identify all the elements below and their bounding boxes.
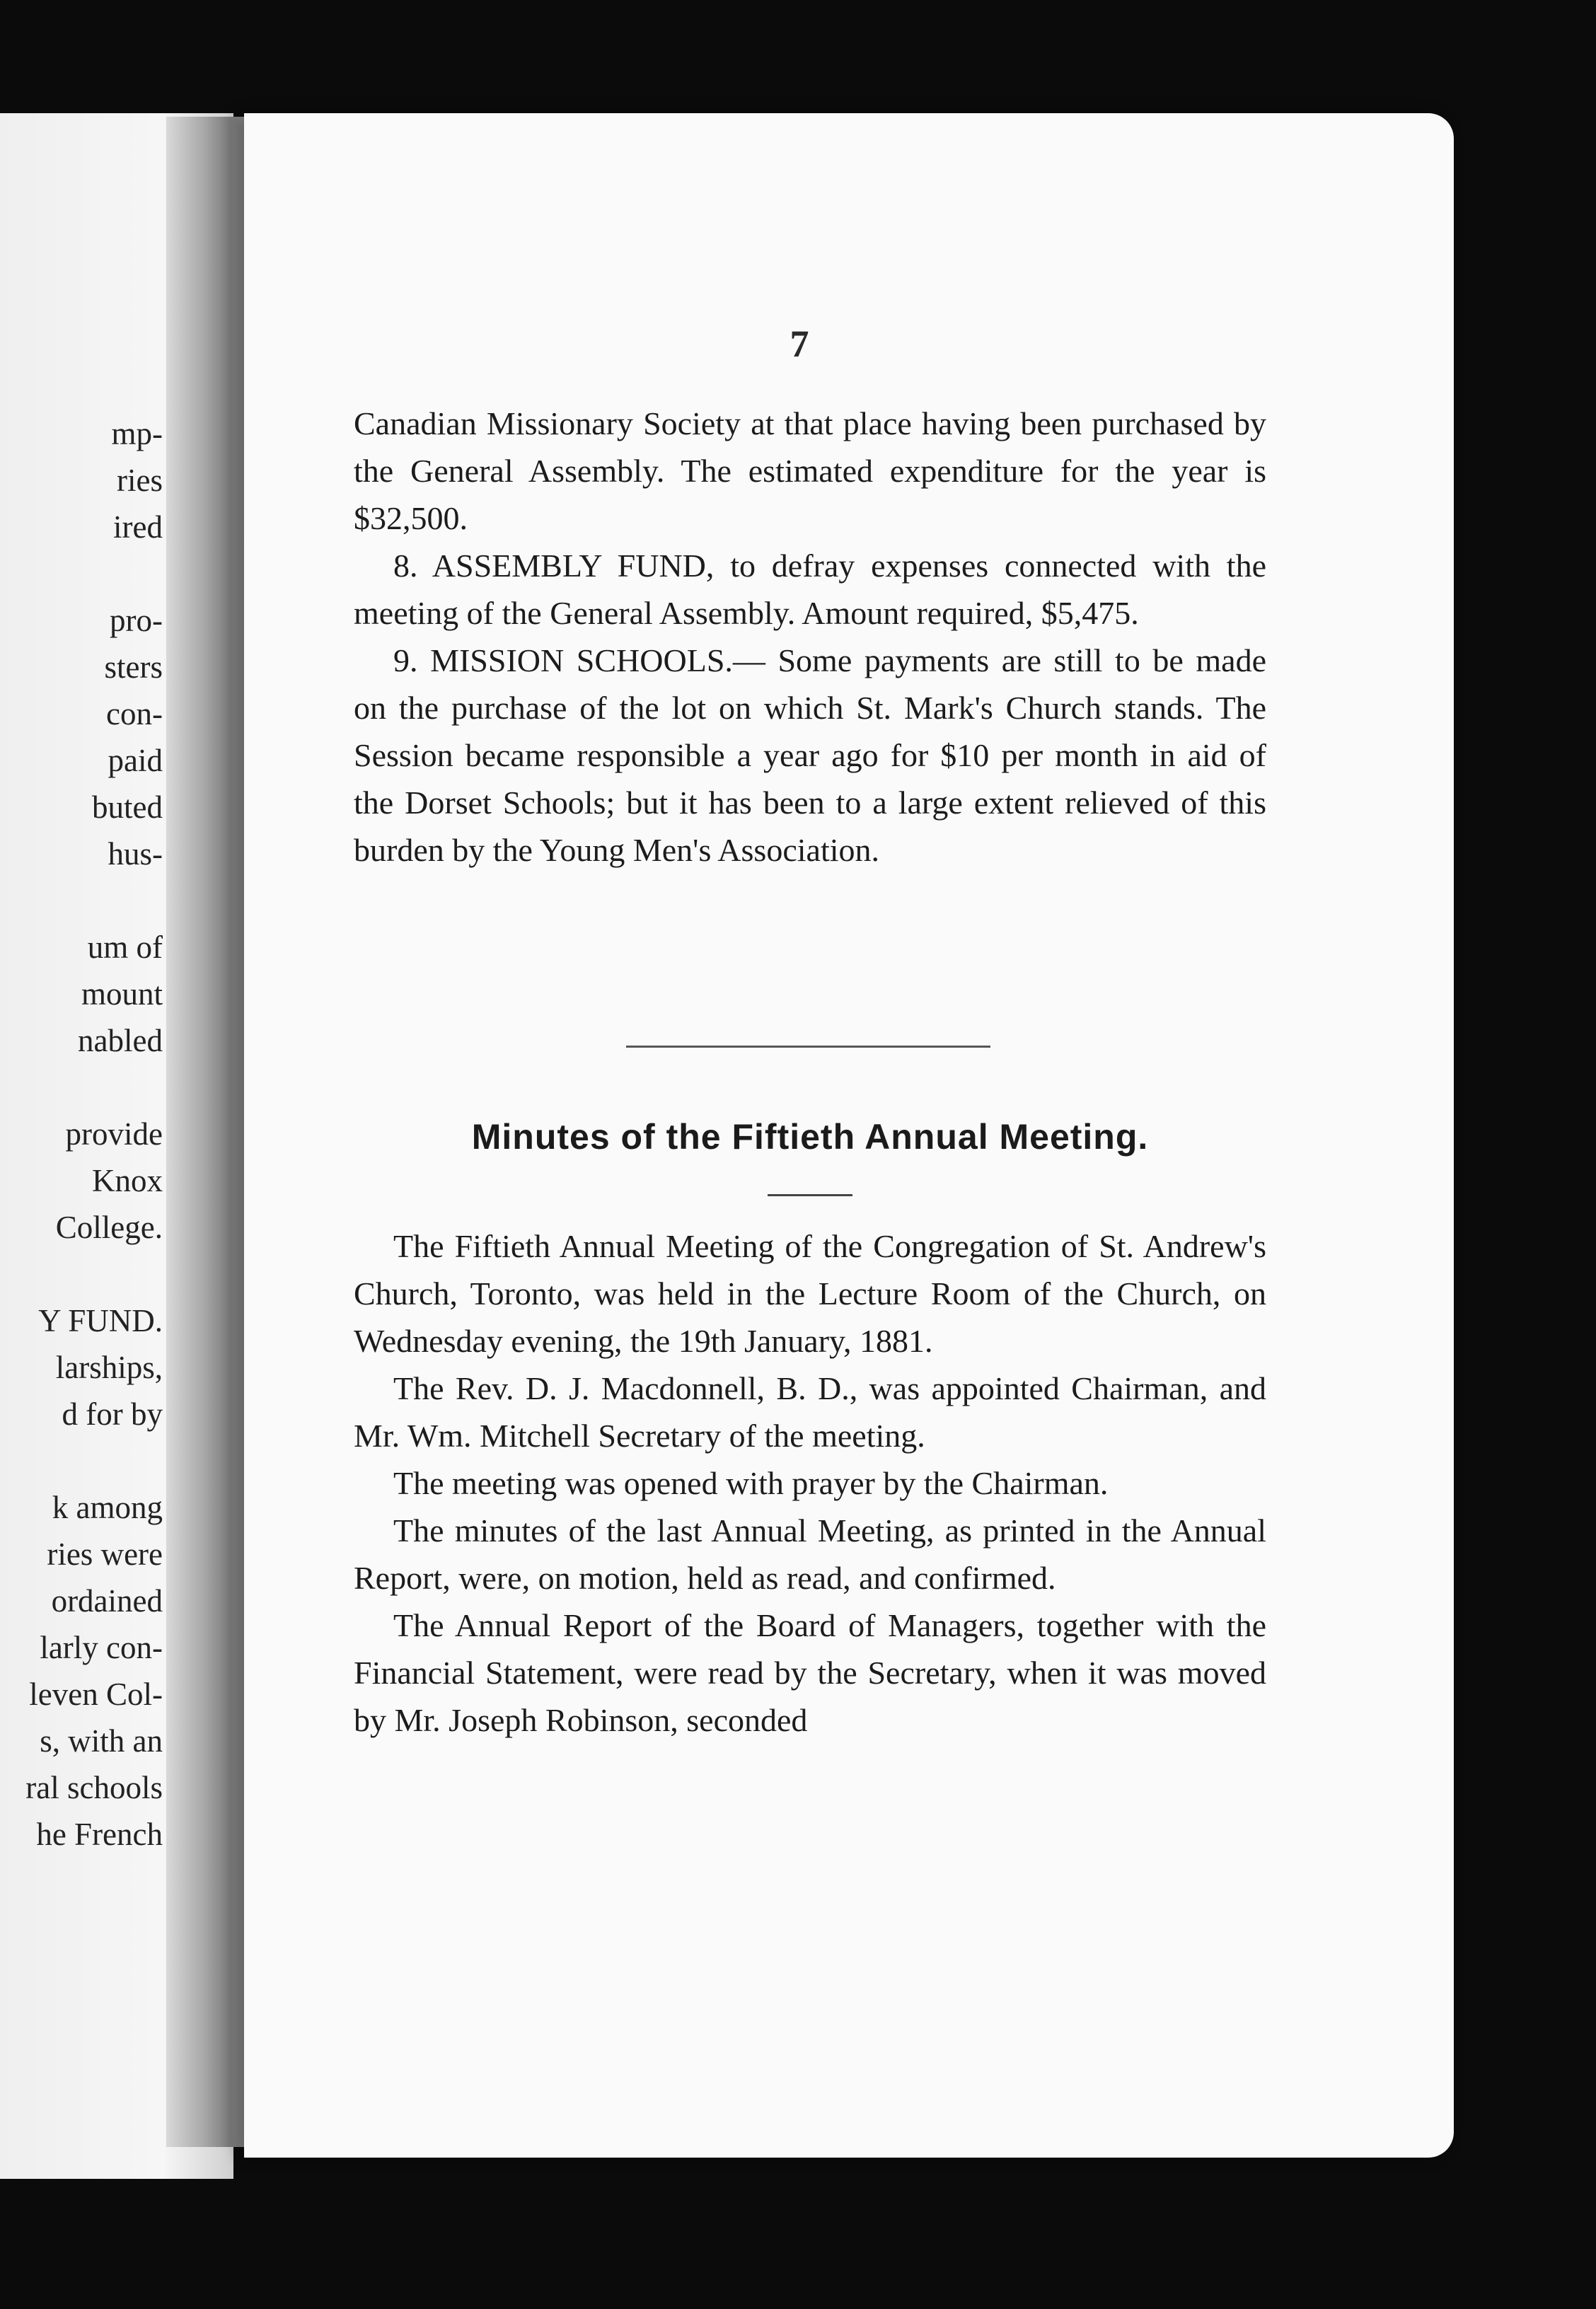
left-line: nabled <box>78 1023 163 1058</box>
left-line: Knox <box>92 1163 163 1198</box>
left-line: mp- <box>111 416 163 451</box>
page-number: 7 <box>790 323 809 365</box>
left-line: hus- <box>108 836 163 872</box>
left-line: larly con- <box>40 1630 163 1665</box>
left-line: Y FUND. <box>38 1303 163 1338</box>
paragraph: The Rev. D. J. Macdonnell, B. D., was appointed Chairman, and Mr. Wm. Mitchell Secretary of the meeting. <box>354 1370 1266 1454</box>
paragraph: The minutes of the last Annual Meeting, as printed in the Annual Report, were, on motion, held as read, and confirmed. <box>354 1512 1266 1596</box>
paragraph: 8. ASSEMBLY FUND, to defray expenses connected with the meeting of the General Assembly. Amount required, $5,475. <box>354 548 1266 631</box>
left-line: ordained <box>51 1583 163 1619</box>
left-line: s, with an <box>40 1723 163 1759</box>
left-line: d for by <box>62 1396 163 1432</box>
left-line: ries were <box>47 1537 163 1572</box>
left-line: buted <box>92 789 163 825</box>
minutes-text-block <box>354 1222 1266 1744</box>
left-line: College. <box>55 1210 163 1245</box>
left-line: provide <box>65 1116 163 1152</box>
paragraph: Canadian Missionary Society at that place having been purchased by the General Assembly. The estimated expenditure for the year is $32,500. <box>354 405 1266 536</box>
left-line: sters <box>104 649 163 685</box>
paragraph: 9. MISSION SCHOOLS.— Some payments are still to be made on the purchase of the lot on which St. Mark's Church stands. The Session became responsible a year ago for $10 per month in aid of the Dorset Schools; but it has been to a large extent relieved of this burden by the Young Men's Association. <box>354 642 1266 868</box>
left-line: pro- <box>110 603 163 638</box>
left-line: he French <box>36 1817 163 1852</box>
left-line: larships, <box>55 1350 163 1385</box>
left-line: mount <box>81 976 163 1012</box>
left-line: leven Col- <box>29 1677 163 1712</box>
top-text-block <box>354 400 1266 874</box>
left-line: k among <box>52 1490 163 1525</box>
heading-underline <box>768 1194 852 1196</box>
paragraph: The meeting was opened with prayer by the Chairman. <box>393 1465 1109 1501</box>
left-line: con- <box>106 696 163 731</box>
paragraph: The Annual Report of the Board of Managers, together with the Financial Statement, were read by the Secretary, when it was moved by Mr. Joseph Robinson, seconded <box>354 1607 1266 1738</box>
left-line: um of <box>87 930 163 965</box>
paragraph: The Fiftieth Annual Meeting of the Congregation of St. Andrew's Church, Toronto, was held in the Lecture Room of the Church, on Wednesday evening, the 19th January, 1881. <box>354 1228 1266 1359</box>
left-line: paid <box>108 743 163 778</box>
section-heading: Minutes of the Fiftieth Annual Meeting. <box>471 1117 1149 1157</box>
left-line: ries <box>117 463 163 498</box>
section-divider <box>626 1046 990 1048</box>
left-line: ired <box>113 509 163 545</box>
left-line: ral schools <box>25 1770 163 1805</box>
